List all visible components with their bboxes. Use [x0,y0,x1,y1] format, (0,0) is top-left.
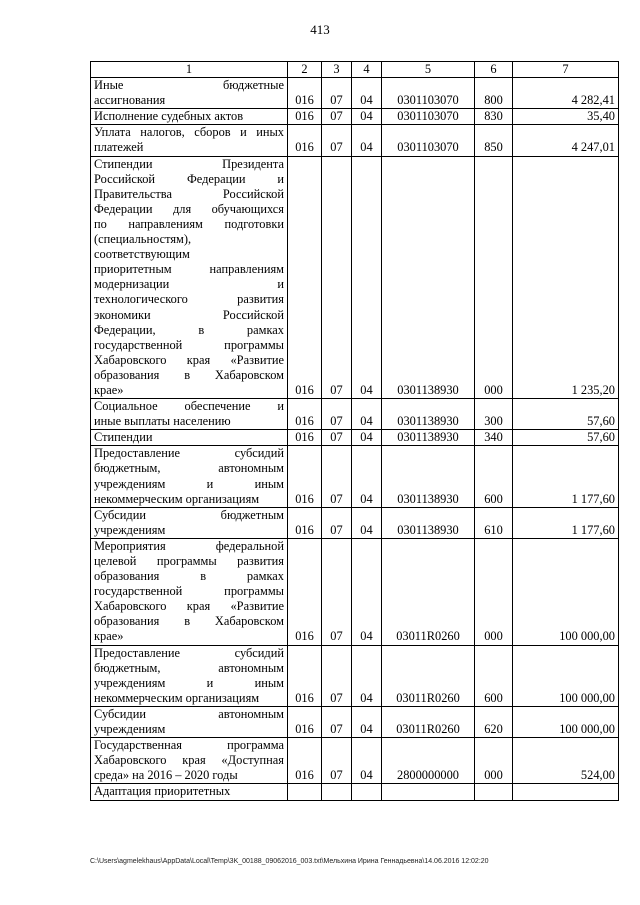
code-glava-cell: 016 [288,507,322,538]
table-header-row [91,62,619,78]
code-glava-cell: 016 [288,156,322,399]
description-line: Иные бюджетные [94,78,284,93]
code-glava-cell [288,784,322,800]
code-glava-cell: 016 [288,446,322,507]
row-description [91,446,288,507]
code-section-cell: 07 [322,430,352,446]
table-row [91,109,619,125]
description-line: образования в Хабаровском [94,367,284,382]
code-section-cell: 07 [322,507,352,538]
description-line: технологического развития [94,292,284,307]
description-line: (специальностям), [94,232,192,247]
description-line: крае» [94,629,124,644]
row-description [91,109,288,125]
code-subsection-cell: 04 [352,430,382,446]
description-line: среда» на 2016 – 2020 годы [94,768,238,783]
description-line: Уплата налогов, сборов и иных [94,125,284,140]
row-description [91,706,288,737]
code-target-article-cell: 2800000000 [382,738,475,784]
row-description [91,784,288,800]
table-row [91,645,619,706]
row-description [91,430,288,446]
description-line: Мероприятия федеральной [94,538,284,553]
code-expense-type-cell: 620 [475,706,513,737]
code-expense-type-cell: 600 [475,446,513,507]
description-line: государственной программы [94,337,284,352]
description-line: бюджетным, автономным [94,660,284,675]
description-line: Исполнение судебных актов [94,109,244,124]
code-section-cell: 07 [322,738,352,784]
description-line: некоммерческим организациям [94,690,260,705]
header-cell: 4 [352,62,382,78]
description-line: учреждениям и иным [94,675,284,690]
code-subsection-cell: 04 [352,399,382,430]
table-row [91,706,619,737]
amount-cell [513,784,619,800]
header-cell: 7 [513,62,619,78]
amount-cell: 100 000,00 [513,645,619,706]
header-cell: 1 [91,62,288,78]
amount-cell: 1 177,60 [513,446,619,507]
code-glava-cell: 016 [288,78,322,109]
code-target-article-cell: 0301138930 [382,446,475,507]
description-line: учреждениям [94,522,166,537]
code-section-cell: 07 [322,399,352,430]
budget-table [90,61,619,801]
code-expense-type-cell [475,784,513,800]
description-line: бюджетным, автономным [94,461,284,476]
code-subsection-cell: 04 [352,125,382,156]
table-row [91,125,619,156]
code-target-article-cell: 0301138930 [382,156,475,399]
code-glava-cell: 016 [288,706,322,737]
code-subsection-cell [352,784,382,800]
description-line: модернизации и [94,277,284,292]
row-description [91,156,288,399]
code-glava-cell: 016 [288,399,322,430]
header-cell: 6 [475,62,513,78]
description-line: Социальное обеспечение и [94,399,284,414]
table-row [91,784,619,800]
code-section-cell: 07 [322,645,352,706]
table-row [91,446,619,507]
code-glava-cell: 016 [288,109,322,125]
amount-cell: 4 247,01 [513,125,619,156]
description-line: образования в рамках [94,569,284,584]
description-line: Стипендии Президента [94,156,284,171]
code-section-cell: 07 [322,109,352,125]
row-description [91,538,288,645]
description-line: Предоставление субсидий [94,645,284,660]
file-path-footer: C:\Users\agmelekhaus\AppData\Local\Temp\3K_00188_09062016_003.txt\Мельхина Ирина Геннадьевна\14.06.2016 12:02:20 [90,858,489,865]
code-glava-cell: 016 [288,738,322,784]
code-glava-cell: 016 [288,538,322,645]
code-target-article-cell: 0301138930 [382,430,475,446]
table-row [91,538,619,645]
code-expense-type-cell: 300 [475,399,513,430]
code-expense-type-cell: 000 [475,538,513,645]
description-line: Федерации для обучающихся [94,201,284,216]
description-line: крае» [94,382,124,397]
description-line: учреждениям [94,722,166,737]
table-row [91,507,619,538]
description-line: платежей [94,140,144,155]
code-glava-cell: 016 [288,645,322,706]
code-section-cell: 07 [322,156,352,399]
header-cell: 5 [382,62,475,78]
amount-cell: 57,60 [513,399,619,430]
table-row [91,399,619,430]
code-section-cell: 07 [322,446,352,507]
code-glava-cell: 016 [288,125,322,156]
description-line: Адаптация приоритетных [94,784,231,799]
table-row [91,738,619,784]
page-number: 413 [310,22,330,37]
code-expense-type-cell: 610 [475,507,513,538]
code-subsection-cell: 04 [352,738,382,784]
code-target-article-cell: 0301103070 [382,109,475,125]
amount-cell: 1 177,60 [513,507,619,538]
code-expense-type-cell: 340 [475,430,513,446]
code-glava-cell: 016 [288,430,322,446]
row-description [91,125,288,156]
code-subsection-cell: 04 [352,156,382,399]
code-target-article-cell: 0301103070 [382,125,475,156]
code-section-cell [322,784,352,800]
code-target-article-cell: 0301138930 [382,399,475,430]
table-row [91,78,619,109]
code-section-cell: 07 [322,78,352,109]
code-section-cell: 07 [322,538,352,645]
description-line: Субсидии автономным [94,706,284,721]
description-line: Хабаровского края «Развитие [94,352,284,367]
description-line: приоритетным направлениям [94,262,284,277]
code-expense-type-cell: 830 [475,109,513,125]
code-section-cell: 07 [322,706,352,737]
header-cell: 2 [288,62,322,78]
description-line: Предоставление субсидий [94,446,284,461]
description-line: некоммерческим организациям [94,491,260,506]
description-line: Государственная программа [94,738,284,753]
description-line: Стипендии [94,430,153,445]
description-line: по направлениям подготовки [94,216,284,231]
table-row [91,430,619,446]
description-line: Субсидии бюджетным [94,507,284,522]
code-target-article-cell: 03011R0260 [382,706,475,737]
description-line: государственной программы [94,584,284,599]
code-target-article-cell: 0301138930 [382,507,475,538]
row-description [91,507,288,538]
description-line: экономики Российской [94,307,284,322]
amount-cell: 35,40 [513,109,619,125]
code-subsection-cell: 04 [352,507,382,538]
code-expense-type-cell: 000 [475,738,513,784]
row-description [91,738,288,784]
amount-cell: 524,00 [513,738,619,784]
header-cell: 3 [322,62,352,78]
code-expense-type-cell: 800 [475,78,513,109]
code-subsection-cell: 04 [352,645,382,706]
description-line: Правительства Российской [94,186,284,201]
description-line: Хабаровского края «Доступная [94,753,284,768]
description-line: ассигнования [94,93,166,108]
code-expense-type-cell: 600 [475,645,513,706]
description-line: образования в Хабаровском [94,614,284,629]
code-target-article-cell [382,784,475,800]
description-line: соответствующим [94,247,190,262]
code-target-article-cell: 0301103070 [382,78,475,109]
amount-cell: 100 000,00 [513,538,619,645]
row-description [91,399,288,430]
description-line: Хабаровского края «Развитие [94,599,284,614]
code-expense-type-cell: 000 [475,156,513,399]
code-target-article-cell: 03011R0260 [382,538,475,645]
amount-cell: 100 000,00 [513,706,619,737]
amount-cell: 57,60 [513,430,619,446]
description-line: целевой программы развития [94,554,284,568]
description-line: иные выплаты населению [94,414,231,429]
row-description [91,78,288,109]
code-subsection-cell: 04 [352,109,382,125]
code-subsection-cell: 04 [352,538,382,645]
code-subsection-cell: 04 [352,706,382,737]
code-subsection-cell: 04 [352,78,382,109]
description-line: учреждениям и иным [94,476,284,491]
row-description [91,645,288,706]
table-row [91,156,619,399]
description-line: Российской Федерации и [94,171,284,186]
code-section-cell: 07 [322,125,352,156]
amount-cell: 4 282,41 [513,78,619,109]
description-line: Федерации, в рамках [94,322,284,337]
amount-cell: 1 235,20 [513,156,619,399]
code-expense-type-cell: 850 [475,125,513,156]
code-subsection-cell: 04 [352,446,382,507]
code-target-article-cell: 03011R0260 [382,645,475,706]
